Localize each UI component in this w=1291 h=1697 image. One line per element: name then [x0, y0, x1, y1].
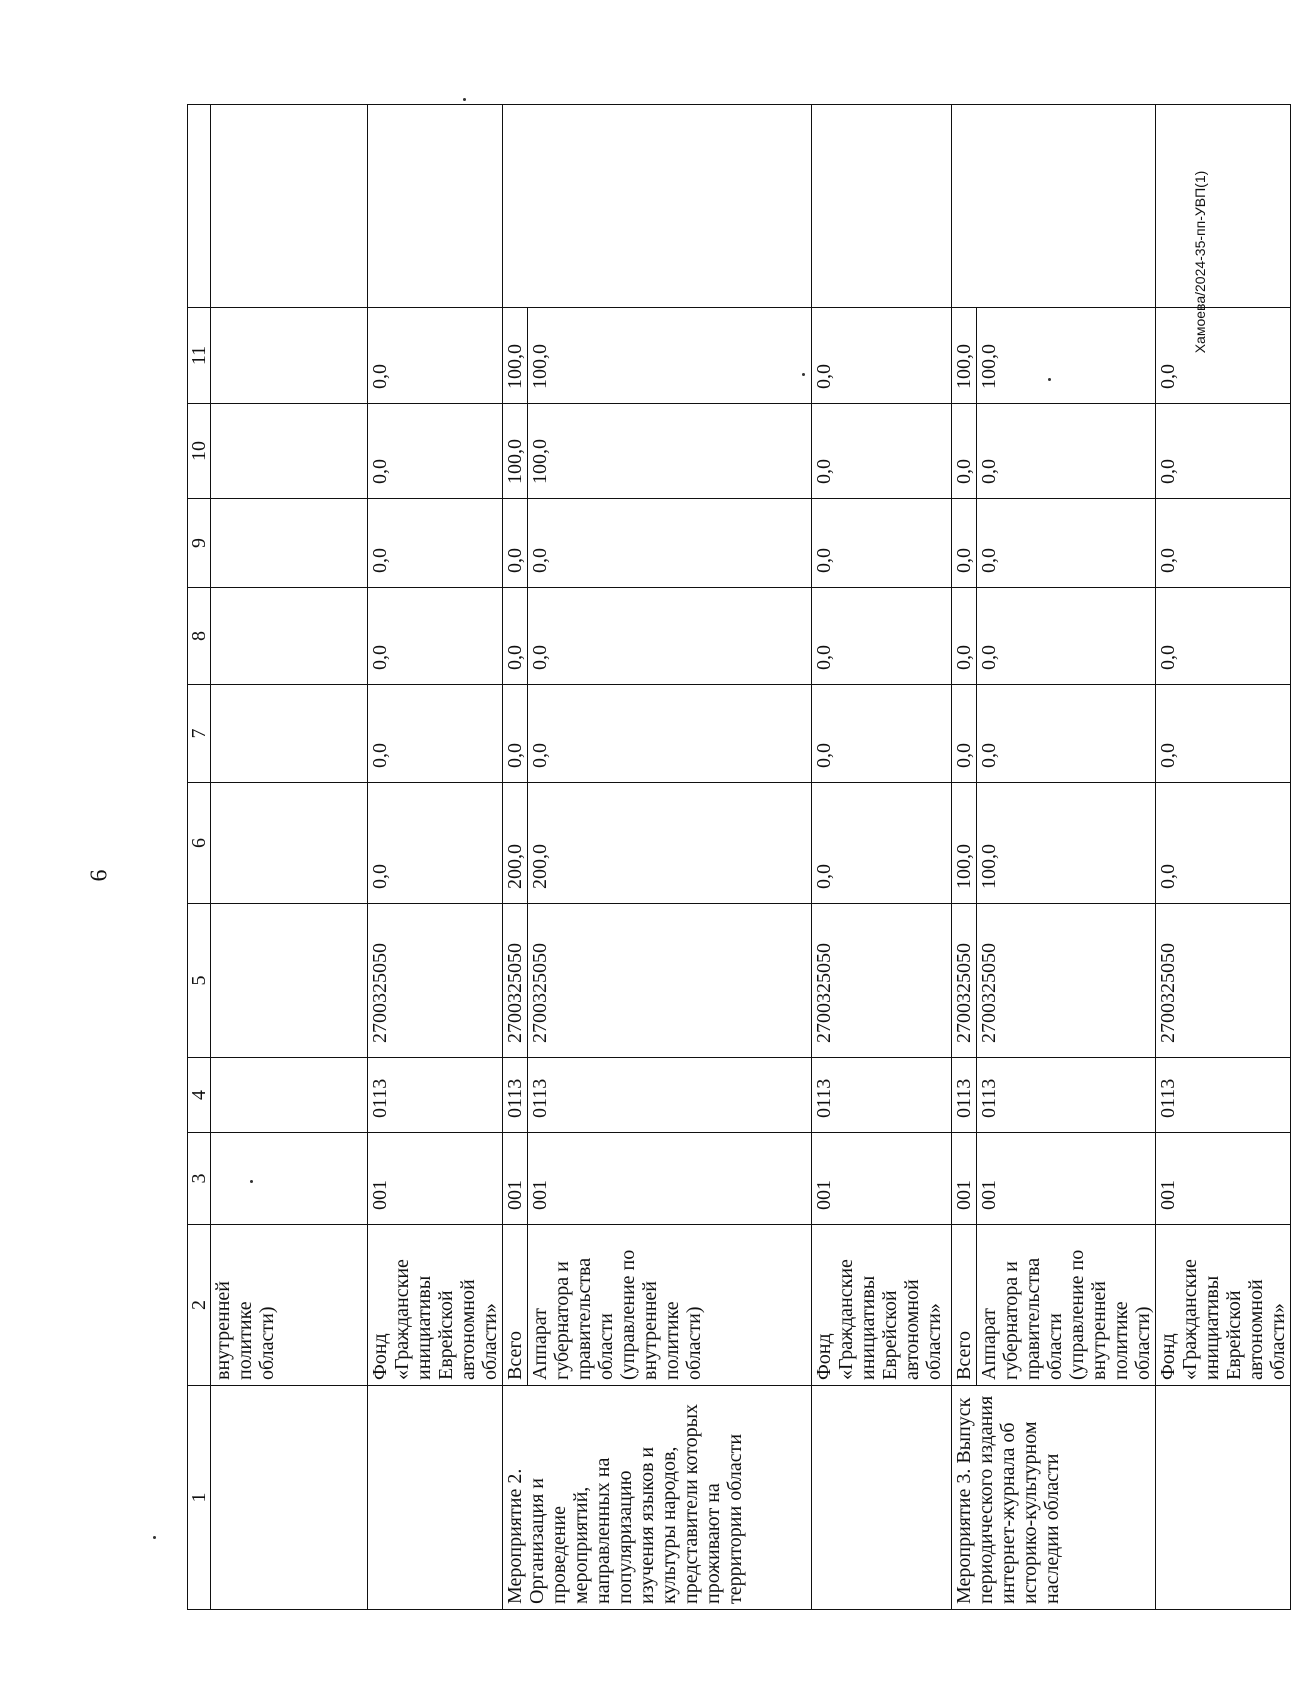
- measure-3-recipient-cell: [952, 1225, 1156, 1386]
- continuation-row: [211, 105, 368, 1610]
- scan-speck: [463, 98, 466, 101]
- measure-3-total-label: Всего: [952, 1225, 977, 1385]
- continuation-text: внутренней политике области): [211, 1225, 368, 1386]
- scan-speck: [153, 1536, 156, 1539]
- header-col-1: 1: [188, 1386, 211, 1610]
- header-col-3: 3: [188, 1133, 211, 1225]
- header-col-2: 2: [188, 1225, 211, 1386]
- measure-2-apparatus-label: Аппарат губернатора и правительства области (управление по внутренней политике области): [529, 1249, 705, 1380]
- fund-row-1: Фонд «Гражданские инициативы Еврейской автономной области» 001 0113 2700325050 0,0 0,0 0,0 0,0 0,0 0,0: [368, 105, 503, 1610]
- header-col-8: 8: [188, 588, 211, 685]
- page-number: 6: [86, 869, 113, 882]
- header-row: [188, 105, 211, 1610]
- budget-table: [187, 104, 1291, 1610]
- fund-row-1-title-cell: [368, 1386, 503, 1610]
- header-col-7: 7: [188, 685, 211, 783]
- header-col-9: 9: [188, 499, 211, 588]
- header-col-blank: [188, 105, 211, 308]
- measure-2-fund-recipient: Фонд «Гражданские инициативы Еврейской автономной области»: [812, 1225, 952, 1386]
- measure-3-title: Мероприятие 3. Выпуск периодического издания интернет-журнала об историко-культурном наследии области: [952, 1386, 1156, 1610]
- measure-2-recipient-cell: [503, 1225, 812, 1386]
- measure-2-fund-row: Фонд «Гражданские инициативы Еврейской автономной области» 001 0113 2700325050 0,0 0,0 0,0 0,0 0,0 0,0: [812, 105, 952, 1610]
- header-col-11: 11: [188, 308, 211, 404]
- measure-3-apparatus-label: Аппарат губернатора и правительства области (управление по внутренней политике области): [978, 1249, 1154, 1380]
- measure-2-row: Мероприятие 2. Организация и проведение мероприятий, направленных на популяризацию изучения языков и культуры народов, представители которых проживают на территории области Всего Аппарат губернатора и правительства области (управление по внутренней политике области) 001 001 0113 0113 2700325050 2700325050 200,0 200,0 0,0 0,0 0,0 0,0 0,0 0,0 100,0 100,0 100,0 100,0: [503, 105, 812, 1610]
- measure-2-total-label: Всего: [503, 1225, 528, 1385]
- header-col-4: 4: [188, 1058, 211, 1133]
- continuation-title-cell: [211, 1386, 368, 1610]
- fund-row-1-recipient: Фонд «Гражданские инициативы Еврейской автономной области»: [368, 1225, 503, 1386]
- document-code: Хамоева/2024-35-пп-УВП(1): [1192, 170, 1208, 354]
- header-col-10: 10: [188, 404, 211, 499]
- measure-2-title: Мероприятие 2. Организация и проведение мероприятий, направленных на популяризацию изучения языков и культуры народов, представители которых проживают на территории области: [503, 1386, 812, 1610]
- measure-3-row: Мероприятие 3. Выпуск периодического издания интернет-журнала об историко-культурном наследии области Всего Аппарат губернатора и правительства области (управление по внутренней политике области) 001 001 0113 0113 2700325050 2700325050 100,0 100,0 0,0 0,0 0,0 0,0 0,0 0,0 0,0 0,0 100,0 100,0: [952, 105, 1156, 1610]
- header-col-5: 5: [188, 904, 211, 1058]
- measure-3-fund-recipient: Фонд «Гражданские инициативы Еврейской автономной области»: [1156, 1225, 1291, 1386]
- measure-3-fund-row: Фонд «Гражданские инициативы Еврейской автономной области» 001 0113 2700325050 0,0 0,0 0,0 0,0 0,0 0,0: [1156, 105, 1291, 1610]
- header-col-6: 6: [188, 783, 211, 904]
